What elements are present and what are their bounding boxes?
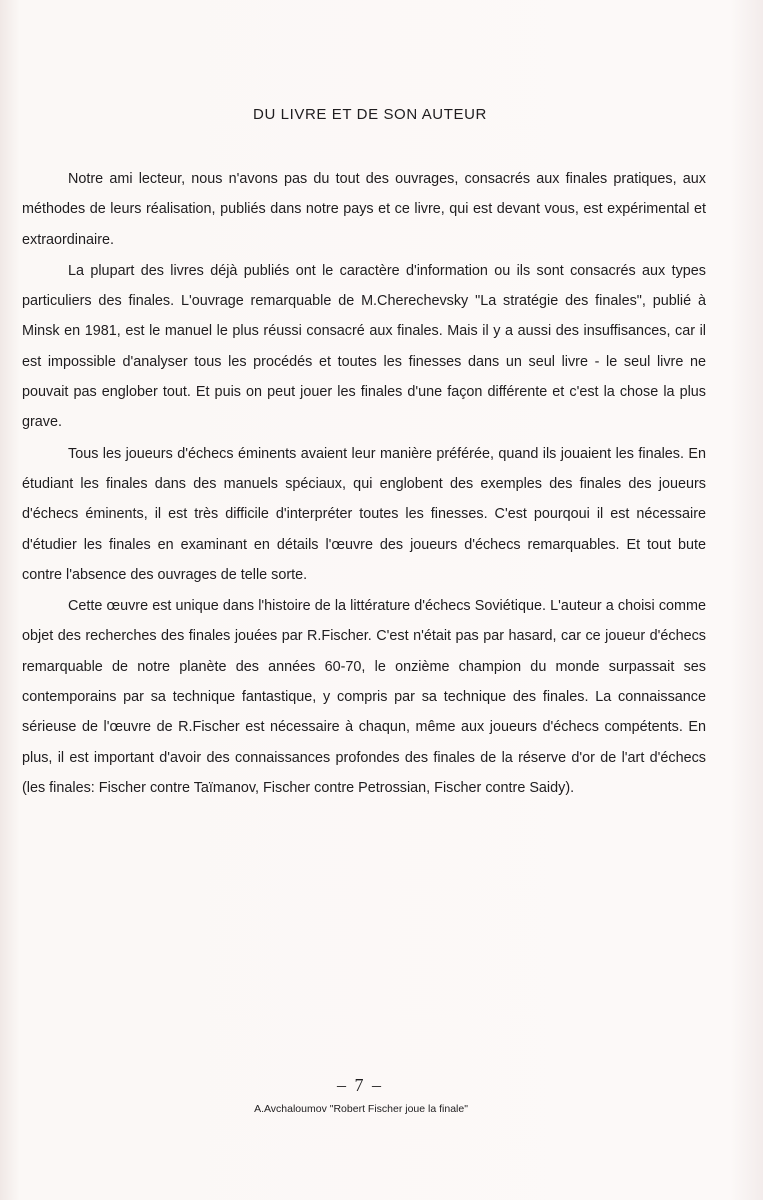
paragraph: Cette œuvre est unique dans l'histoire de la littérature d'échecs Soviétique. L'auteur a choisi comme objet des recherches des finales jouées par R.Fischer. C'est n'était pas par hasard, car ce joueur d'échecs remarquable de notre planète des années 60-70, le onzième champion du monde surpassait ses contemporains par sa technique fantastique, y compris par sa technique des finales. La connaissance sérieuse de l'œuvre de R.Fischer est nécessaire à chaqun, même aux joueurs d'échecs compétents. En plus, il est important d'avoir des connaissances profondes des finales de la réserve d'or de l'art d'échecs (les finales: Fischer contre Taïmanov, Fischer contre Petrossian, Fischer contre Saidy). [22,598,706,796]
page-number: – 7 – [337,1075,383,1095]
paragraph: Tous les joueurs d'échecs éminents avaient leur manière préférée, quand ils jouaient les finales. En étudiant les finales dans des manuels spéciaux, qui englobent des exemples des finales des joueurs d'échecs éminents, il est très difficile d'interpréter toutes les finesses. C'est pourqoui il est nécessaire d'étudier les finales en examinant en détails l'œuvre des joueurs d'échecs remarquables. Et tout bute contre l'absence des ouvrages de telle sorte. [22,445,706,583]
page-title: DU LIVRE ET DE SON AUTEUR [253,106,487,123]
body-text [22,164,706,803]
paragraph: Notre ami lecteur, nous n'avons pas du tout des ouvrages, consacrés aux finales pratiques, aux méthodes de leurs réalisation, publiés dans notre pays et ce livre, qui est devant vous, est expérimental et extraordinaire. [22,171,706,248]
footer-citation: A.Avchaloumov "Robert Fischer joue la finale" [254,1103,468,1115]
paragraph: La plupart des livres déjà publiés ont le caractère d'information ou ils sont consacrés aux types particuliers des finales. L'ouvrage remarquable de M.Cherechevsky "La stratégie des finales", publié à Minsk en 1981, est le manuel le plus réussi consacré aux finales. Mais il y a aussi des insuffisances, car il est impossible d'analyser tous les procédés et toutes les finesses dans un seul livre - le seul livre ne pouvait pas englober tout. Et puis on peut jouer les finales d'une façon différente et c'est la chose la plus grave. [22,262,706,431]
